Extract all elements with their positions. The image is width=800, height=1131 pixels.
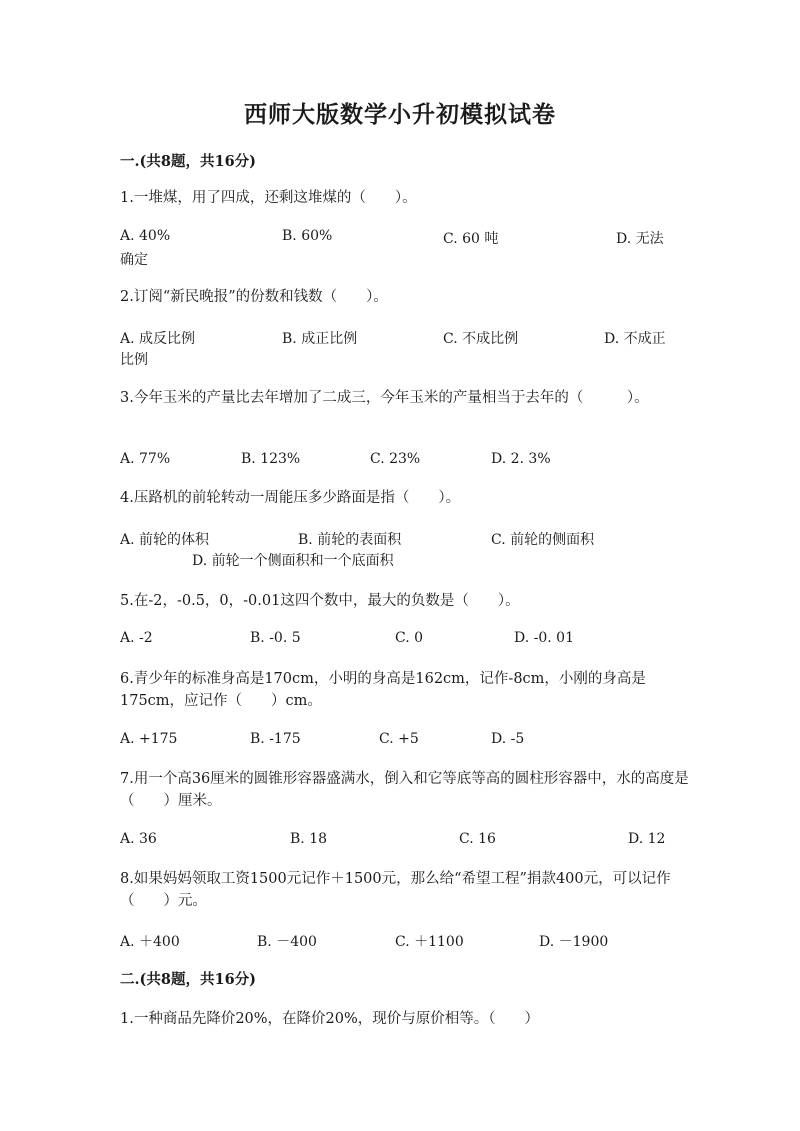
- question-3-option-a: A. 77%: [120, 451, 171, 467]
- question-1-option-b: B. 60%: [282, 228, 333, 244]
- question-2: 2.订阅“新民晚报”的份数和钱数（ ）。: [120, 289, 388, 305]
- question-5-option-d: D. -0. 01: [514, 630, 574, 646]
- question-4: 4.压路机的前轮转动一周能压多少路面是指（ ）。: [120, 490, 461, 506]
- section-heading-1: 一.(共8题，共16分): [120, 153, 257, 170]
- question-3-option-c: C. 23%: [370, 451, 421, 467]
- part2-question-1: 1.一种商品先降价20%，在降价20%，现价与原价相等。（ ）: [120, 1011, 540, 1027]
- question-3-option-b: B. 123%: [241, 451, 301, 467]
- question-1-option-a: A. 40%: [120, 228, 171, 244]
- question-8: 8.如果妈妈领取工资1500元记作＋1500元，那么给“希望工程”捐款400元，可以记作（ ）元。: [120, 871, 671, 909]
- question-5-option-c: C. 0: [395, 630, 424, 646]
- question-8-option-d: D. －1900: [539, 934, 609, 950]
- question-4-option-a: A. 前轮的体积: [120, 532, 210, 548]
- question-2-option-b: B. 成正比例: [282, 331, 358, 347]
- question-2-option-c: C. 不成比例: [443, 331, 519, 347]
- question-1: 1.一堆煤，用了四成，还剩这堆煤的（ ）。: [120, 190, 417, 206]
- question-2-option-d-wrap: 比例: [120, 352, 148, 368]
- question-6-option-b: B. -175: [250, 731, 301, 747]
- exam-title: 西师大版数学小升初模拟试卷: [244, 101, 556, 128]
- question-5-option-a: A. -2: [120, 630, 153, 646]
- question-7: 7.用一个高36厘米的圆锥形容器盛满水，倒入和它等底等高的圆柱形容器中，水的高度是（ ）厘米。: [120, 771, 689, 809]
- question-4-option-d: D. 前轮一个侧面积和一个底面积: [192, 553, 394, 569]
- question-7-option-d: D. 12: [628, 831, 666, 847]
- question-1-option-d-wrap: 确定: [120, 252, 148, 268]
- question-1-option-d: D. 无法: [616, 231, 664, 247]
- question-5-option-b: B. -0. 5: [250, 630, 301, 646]
- question-6-option-d: D. -5: [491, 731, 525, 747]
- question-4-option-b: B. 前轮的表面积: [298, 532, 402, 548]
- question-1-option-c: C. 60 吨: [443, 231, 499, 247]
- question-8-option-b: B. －400: [257, 934, 317, 950]
- question-7-option-c: C. 16: [459, 831, 496, 847]
- section-heading-2: 二.(共8题，共16分): [120, 971, 257, 988]
- question-6-option-c: C. +5: [379, 731, 419, 747]
- question-2-option-a: A. 成反比例: [120, 331, 196, 347]
- question-6: 6.青少年的标准身高是170cm，小明的身高是162cm，记作-8cm，小刚的身高是175cm，应记作（ ）cm。: [120, 671, 646, 709]
- question-8-option-c: C. ＋1100: [395, 934, 464, 950]
- question-4-option-c: C. 前轮的侧面积: [491, 532, 595, 548]
- question-5: 5.在-2，-0.5，0，-0.01这四个数中，最大的负数是（ ）。: [120, 593, 520, 609]
- question-3-option-d: D. 2. 3%: [491, 451, 551, 467]
- question-7-option-b: B. 18: [290, 831, 328, 847]
- question-7-option-a: A. 36: [120, 831, 157, 847]
- question-8-option-a: A. ＋400: [120, 934, 180, 950]
- question-6-option-a: A. +175: [120, 731, 178, 747]
- question-2-option-d: D. 不成正: [604, 331, 666, 347]
- question-3: 3.今年玉米的产量比去年增加了二成三，今年玉米的产量相当于去年的（ ）。: [120, 390, 649, 406]
